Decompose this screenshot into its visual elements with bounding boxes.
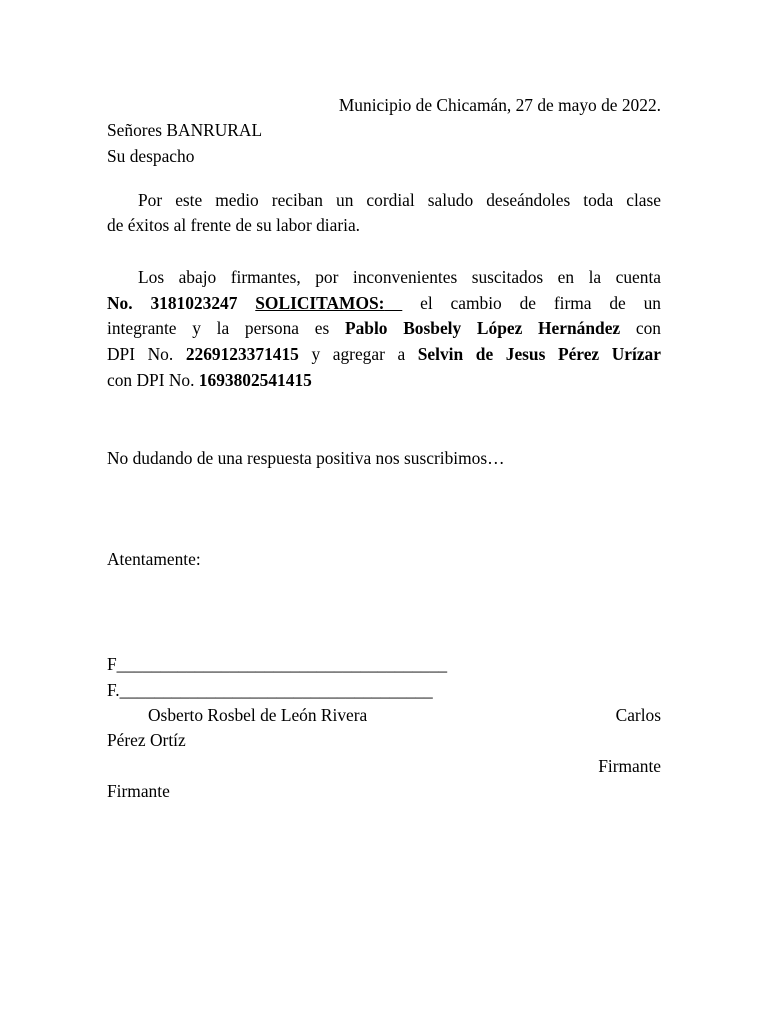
body-line-5-pre: con DPI No. [107, 370, 195, 390]
body-line-3-pre: integrante y la persona es [107, 318, 330, 338]
person-2-name: Selvin de Jesus Pérez Urízar [417, 344, 661, 364]
body-line-2-rest: el cambio de firma de un [402, 293, 661, 313]
person-1-name: Pablo Bosbely López Hernández [344, 318, 621, 338]
body-line-1: Los abajo firmantes, por inconvenientes suscitados en la cuenta [138, 267, 661, 287]
signer-2-surname: Pérez Ortíz [107, 730, 186, 750]
signer-1-name: Osberto Rosbel de León Rivera [148, 705, 368, 725]
body-line-3 [107, 315, 661, 341]
firmante-right: Firmante [598, 756, 661, 776]
body-line-5 [107, 367, 661, 393]
greeting-line-2: de éxitos al frente de su labor diaria. [107, 215, 361, 235]
solicitamos: SOLICITAMOS: [255, 293, 385, 313]
signature-line-1: F______________________________________ [107, 654, 448, 674]
body-line-2 [107, 290, 661, 316]
date-line: Municipio de Chicamán, 27 de mayo de 2022. [338, 95, 661, 115]
signer-2-first-name: Carlos [615, 705, 661, 725]
despacho: Su despacho [107, 146, 195, 166]
body-line-2-underlined-space [384, 293, 402, 313]
body-line-4-pre: DPI No. [107, 344, 174, 364]
closing-line: No dudando de una respuesta positiva nos suscribimos… [107, 448, 505, 468]
greeting-line-1: Por este medio reciban un cordial saludo deseándoles toda clase [138, 190, 661, 210]
signature-line-2: F.____________________________________ [107, 680, 433, 700]
body-line-4 [107, 341, 661, 367]
account-number: No. 3181023247 [107, 293, 238, 313]
firmante-left: Firmante [107, 781, 170, 801]
body-line-4-mid: y agregar a [311, 344, 406, 364]
atentamente: Atentamente: [107, 549, 201, 569]
body-line-3-post: con [635, 318, 662, 338]
dpi-2: 1693802541415 [198, 370, 312, 390]
recipient: Señores BANRURAL [107, 120, 263, 140]
dpi-1: 2269123371415 [185, 344, 299, 364]
